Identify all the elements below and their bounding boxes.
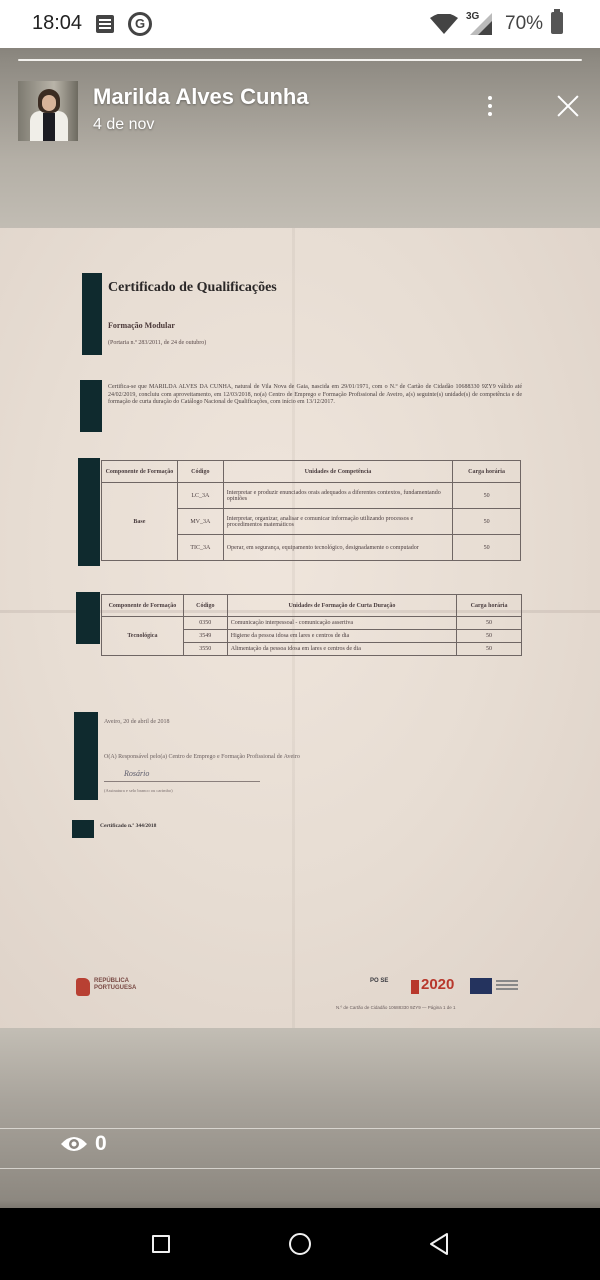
signature: Rosário xyxy=(124,769,150,778)
certificate-body: Certifica-se que MARILDA ALVES DA CUNHA, natural de Vila Nova de Gaia, nascida em 29/01/1971, com o N.º de Cartão de Cidadão 10688330 9ZY9 válido até 24/02/2019, concluiu com aproveitamento, em 12/03/2018, no(a) Centro de Emprego e Formação Profissional de Aveiro, a(s) seguinte(s) unidade(s) de competência e de formação de curta duração do Catálogo Nacional de Qualificações, com início em 13/12/2017. xyxy=(108,384,522,405)
table-header: Unidades de Formação de Curta Duração xyxy=(227,595,456,617)
poise-logo: PO SE xyxy=(370,978,389,984)
story-photo xyxy=(0,228,600,1028)
code-cell: 3549 xyxy=(183,630,227,643)
certificate-title: Certificado de Qualificações xyxy=(108,280,277,295)
component-cell: Tecnológica xyxy=(102,617,184,656)
battery-icon xyxy=(551,12,563,34)
competence-table xyxy=(101,460,521,561)
avatar-shirt xyxy=(43,113,55,141)
document-footer: N.º de Cartão de Cidadão 10688330 9ZY9 — Página 1 de 1 xyxy=(336,1005,456,1010)
table-header: Código xyxy=(183,595,227,617)
hours-cell: 50 xyxy=(457,643,522,656)
component-cell: Base xyxy=(102,483,178,561)
hours-cell: 50 xyxy=(457,630,522,643)
republic-logo-icon xyxy=(76,978,90,996)
decor-bar xyxy=(72,820,94,838)
wifi-icon xyxy=(430,14,458,34)
code-cell: MV_3A xyxy=(177,509,223,535)
decor-bar xyxy=(80,380,102,432)
eu-flag-icon xyxy=(470,978,492,994)
decor-bar xyxy=(76,592,100,644)
signal-icon xyxy=(470,13,492,35)
home-button[interactable] xyxy=(289,1233,311,1255)
table-header: Carga horária xyxy=(457,595,522,617)
decor-bar xyxy=(82,273,102,355)
story-header xyxy=(0,64,600,154)
hours-cell: 50 xyxy=(457,617,522,630)
more-dot xyxy=(488,96,492,100)
signature-note: (Assinatura e selo branco ou carimbo) xyxy=(104,788,173,793)
code-cell: TIC_3A xyxy=(177,535,223,561)
more-vert-icon[interactable] xyxy=(478,92,502,120)
republic-name: REPÚBLICA PORTUGUESA xyxy=(94,978,137,991)
hours-cell: 50 xyxy=(453,509,521,535)
unit-cell: Alimentação da pessoa idosa em lares e centros de dia xyxy=(227,643,456,656)
table-header-row xyxy=(102,595,522,617)
hours-cell: 50 xyxy=(453,483,521,509)
place-date: Aveiro, 20 de abril de 2018 xyxy=(104,719,170,725)
notes-icon xyxy=(96,15,114,33)
navigation-bar xyxy=(0,1208,600,1280)
table-header: Unidades de Competência xyxy=(223,461,452,483)
portugal-2020-logo: 2020 xyxy=(421,976,455,993)
certificate-subtitle: Formação Modular xyxy=(108,321,175,330)
status-time: 18:04 xyxy=(32,12,83,34)
back-button[interactable] xyxy=(428,1232,450,1256)
divider xyxy=(0,1168,600,1169)
eye-icon[interactable] xyxy=(60,1134,88,1154)
table-header: Componente de Formação xyxy=(102,461,178,483)
certificate-document xyxy=(0,228,600,1028)
unit-cell: Higiene da pessoa idosa em lares e centros de dia xyxy=(227,630,456,643)
hours-cell: 50 xyxy=(453,535,521,561)
code-cell: 0350 xyxy=(183,617,227,630)
avatar-face xyxy=(42,95,56,111)
table-header: Código xyxy=(177,461,223,483)
divider xyxy=(0,1128,600,1129)
status-bar xyxy=(0,0,600,48)
portugal-2020-mark-icon xyxy=(411,980,419,994)
recents-button[interactable] xyxy=(152,1235,170,1253)
table-row xyxy=(102,617,522,630)
decor-bar xyxy=(78,458,100,566)
more-dot xyxy=(488,112,492,116)
user-name[interactable]: Marilda Alves Cunha xyxy=(93,84,309,109)
unit-cell: Interpretar, organizar, analisar e comunicar informação utilizando processos e procedimentos matemáticos xyxy=(223,509,452,535)
close-icon[interactable] xyxy=(552,90,584,122)
certificate-law: (Portaria n.º 283/2011, de 24 de outubro) xyxy=(108,340,207,346)
certificate-number: Certificado n.º 344/2018 xyxy=(100,823,157,829)
table-header: Carga horária xyxy=(453,461,521,483)
table-header: Componente de Formação xyxy=(102,595,184,617)
battery-percent: 70% xyxy=(505,13,544,34)
code-cell: 3550 xyxy=(183,643,227,656)
table-row xyxy=(102,483,521,509)
avatar[interactable] xyxy=(18,81,78,141)
eu-text-lines xyxy=(496,980,518,982)
post-date: 4 de nov xyxy=(93,116,155,133)
code-cell: LC_3A xyxy=(177,483,223,509)
unit-cell: Comunicação interpessoal - comunicação assertiva xyxy=(227,617,456,630)
table-header-row xyxy=(102,461,521,483)
network-type: 3G xyxy=(466,11,480,22)
story-progress-bar xyxy=(18,59,582,61)
unit-cell: Interpretar e produzir enunciados orais adequados a diferentes contextos, fundamentando opiniões xyxy=(223,483,452,509)
google-icon: G xyxy=(128,12,152,36)
decor-bar xyxy=(74,712,98,800)
views-count[interactable]: 0 xyxy=(95,1132,107,1155)
unit-cell: Operar, em segurança, equipamento tecnológico, designadamente o computador xyxy=(223,535,452,561)
signature-line xyxy=(104,781,260,782)
short-training-table xyxy=(101,594,522,656)
more-dot xyxy=(488,104,492,108)
responsible: O(A) Responsável pelo(a) Centro de Emprego e Formação Profissional de Aveiro xyxy=(104,754,300,760)
